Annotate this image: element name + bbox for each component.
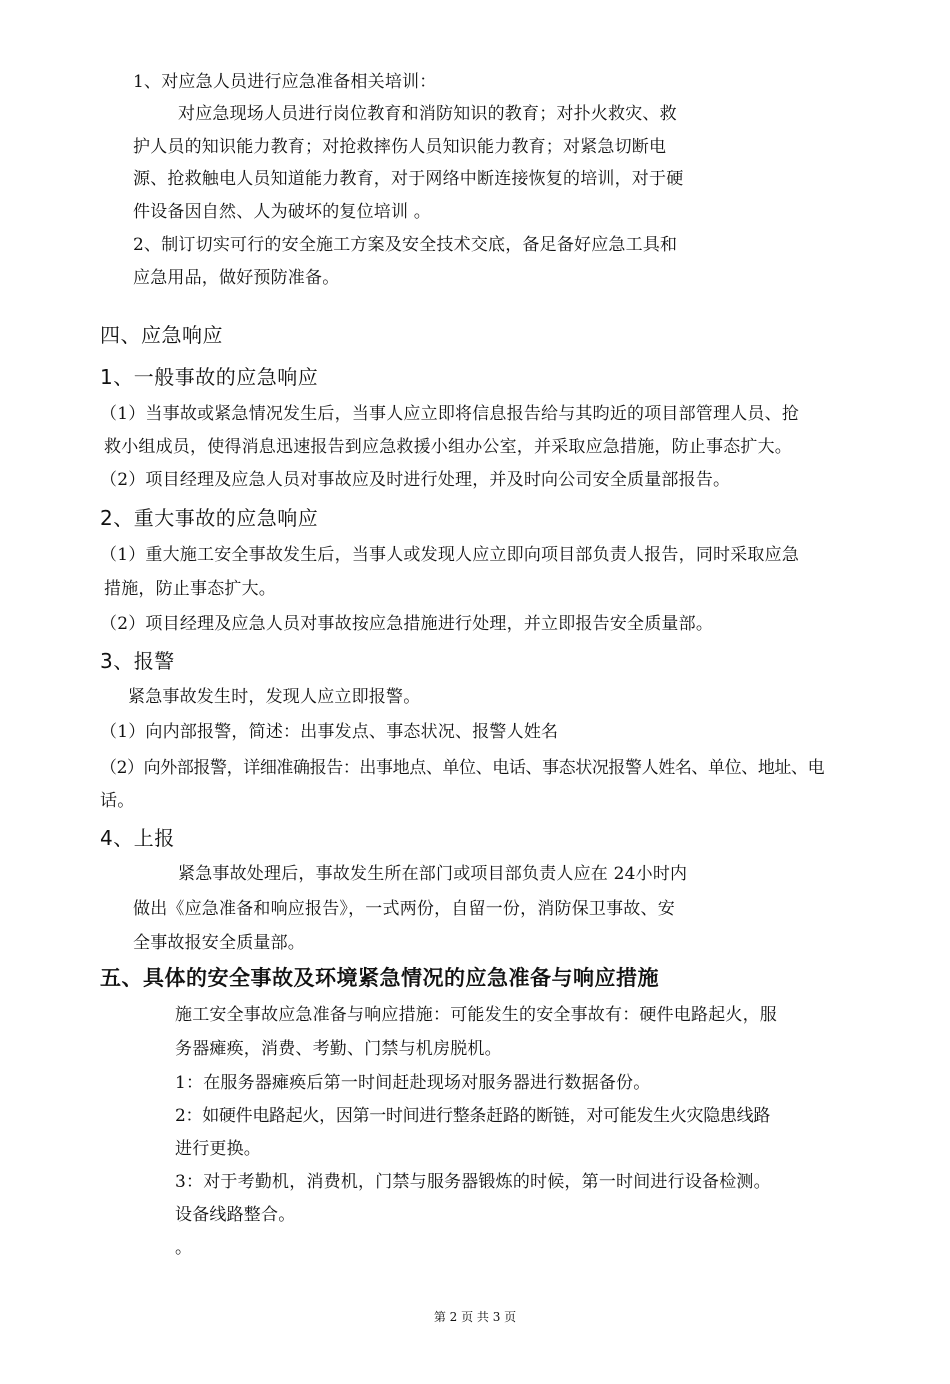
section5-line: 3：对于考勤机，消费机，门禁与服务器锻炼的时候，第一时间进行设备检测。 (175, 1172, 771, 1192)
section4-sub2-line: 措施，防止事态扩大。 (104, 579, 276, 599)
section4-sub2-line: （1）重大施工安全事故发生后，当事人或发现人应立即向项目部负责人报告，同时采取应急 (100, 545, 800, 565)
section4-sub2-line: （2）项目经理及应急人员对事故按应急措施进行处理，并立即报告安全质量部。 (100, 614, 714, 634)
section4-title: 四、应急响应 (100, 323, 223, 347)
section4-sub4-title: 4、上报 (100, 826, 175, 850)
intro-item1-line: 对应急现场人员进行岗位教育和消防知识的教育；对扑火救灾、救 (178, 104, 677, 124)
section5-line: 设备线路整合。 (175, 1205, 296, 1225)
section4-sub1-line: （1）当事故或紧急情况发生后，当事人应立即将信息报告给与其昀近的项目部管理人员、抢 (100, 404, 800, 424)
section5-line: 施工安全事故应急准备与响应措施：可能发生的安全事故有：硬件电路起火，服 (175, 1005, 777, 1025)
section4-sub3-title: 3、报警 (100, 649, 175, 673)
intro-item1-title: 1、对应急人员进行应急准备相关培训： (133, 72, 437, 92)
section4-sub3-line: 话。 (100, 791, 135, 811)
intro-item2-line: 应急用品，做好预防准备。 (133, 268, 340, 288)
section4-sub4-line: 全事故报安全质量部。 (133, 933, 305, 953)
section4-sub1-line: 救小组成员，使得消息迅速报告到应急救援小组办公室，并采取应急措施，防止事态扩大。 (104, 437, 792, 457)
section4-sub4-line: 紧急事故处理后，事故发生所在部门或项目部负责人应在 24小时内 (178, 864, 688, 884)
section4-sub3-line: （2）向外部报警，详细准确报告：出事地点、单位、电话、事态状况报警人姓名、单位、地址、电 (100, 758, 825, 778)
section4-sub3-line: （1）向内部报警，简述：出事发点、事态状况、报警人姓名 (100, 722, 559, 742)
page-number: 第 2 页 共 3 页 (433, 1310, 517, 1324)
section4-sub4-line: 做出《应急准备和响应报告》，一式两份，自留一份，消防保卫事故、安 (133, 899, 675, 919)
section4-sub3-line: 紧急事故发生时，发现人应立即报警。 (128, 687, 421, 707)
section5-line: 2：如硬件电路起火，因第一时间进行整条赶路的断链，对可能发生火灾隐患线路 (175, 1106, 771, 1126)
section4-sub1-title: 1、一般事故的应急响应 (100, 365, 319, 389)
intro-item1-line: 护人员的知识能力教育；对抢救摔伤人员知识能力教育；对紧急切断电 (133, 137, 667, 157)
section5-line: 进行更换。 (175, 1139, 261, 1159)
section5-title: 五、具体的安全事故及环境紧急情况的应急准备与响应措施 (100, 966, 659, 990)
intro-item2-line: 2、制订切实可行的安全施工方案及安全技术交底，备足备好应急工具和 (133, 235, 678, 255)
intro-item1-line: 源、抢救触电人员知道能力教育，对于网络中断连接恢复的培训，对于硬 (133, 169, 684, 189)
section5-line: 。 (175, 1238, 193, 1258)
section5-line: 1：在服务器瘫痪后第一时间赶赴现场对服务器进行数据备份。 (175, 1073, 651, 1093)
section4-sub1-line: （2）项目经理及应急人员对事故应及时进行处理，并及时向公司安全质量部报告。 (100, 470, 731, 490)
section4-sub2-title: 2、重大事故的应急响应 (100, 506, 319, 530)
intro-item1-line: 件设备因自然、人为破坏的复位培训 。 (133, 202, 432, 222)
section5-line: 务器瘫痪，消费、考勤、门禁与机房脱机。 (175, 1039, 502, 1059)
